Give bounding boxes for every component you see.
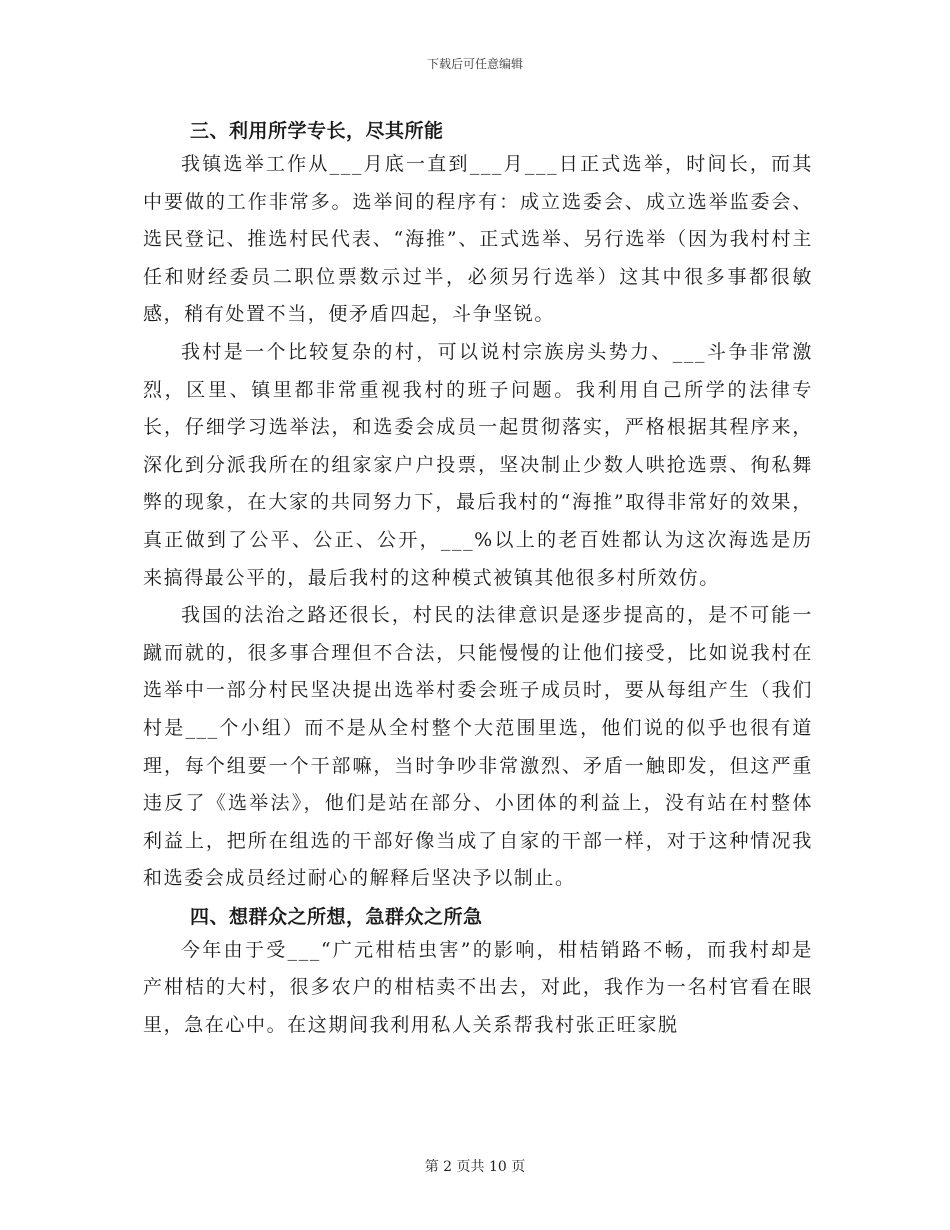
document-body: [143, 112, 813, 1045]
paragraph: 我国的法治之路还很长，村民的法律意识是逐步提高的，是不可能一蹴而就的，很多事合理但不合法，只能慢慢的让他们接受，比如说我村在选举中一部分村民坚决提出选举村委会班子成员时，要从每组产生（我们村是___个小组）而不是从全村整个大范围里选，他们说的似乎也很有道理，每个组要一个干部嘛，当时争吵非常激烈、矛盾一触即发，但这严重违反了《选举法》，他们是站在部分、小团体的利益上，没有站在村整体利益上，把所在组选的干部好像当成了自家的干部一样，对于这种情况我和选委会成员经过耐心的解释后坚决予以制止。: [143, 604, 813, 890]
page-number-footer: 第 2 页共 10 页: [424, 1159, 526, 1175]
paragraph: 我镇选举工作从___月底一直到___月___日正式选举，时间长，而其中要做的工作非常多。选举间的程序有：成立选委会、成立选举监委会、选民登记、推选村民代表、“海推”、正式选举、另行选举（因为我村村主任和财经委员二职位票数示过半，必须另行选举）这其中很多事都很敏感，稍有处置不当，便矛盾四起，斗争坚锐。: [143, 153, 813, 326]
paragraph: 我村是一个比较复杂的村，可以说村宗族房头势力、___斗争非常激烈，区里、镇里都非常重视我村的班子问题。我利用自己所学的法律专长，仔细学习选举法，和选委会成员一起贯彻落实，严格根据其程序来，深化到分派我所在的组家家户户投票，坚决制止少数人哄抢选票、徇私舞弊的现象，在大家的共同努力下，最后我村的“海推”取得非常好的效果，真正做到了公平、公正、公开，___%以上的老百姓都认为这次海选是历来搞得最公平的，最后我村的这种模式被镇其他很多村所效仿。: [143, 340, 813, 589]
section-heading-3: 三、利用所学专长，尽其所能: [190, 120, 444, 142]
page-header: 下载后可任意编辑: [426, 57, 523, 71]
section-heading-4: 四、想群众之所想，急群众之所急: [190, 905, 483, 928]
paragraph: 今年由于受___“广元柑桔虫害”的影响，柑桔销路不畅，而我村却是产柑桔的大村，很多农户的柑桔卖不出去，对此，我作为一名村官看在眼里，急在心中。在这期间我利用私人关系帮我村张正旺家脱: [143, 938, 813, 1037]
